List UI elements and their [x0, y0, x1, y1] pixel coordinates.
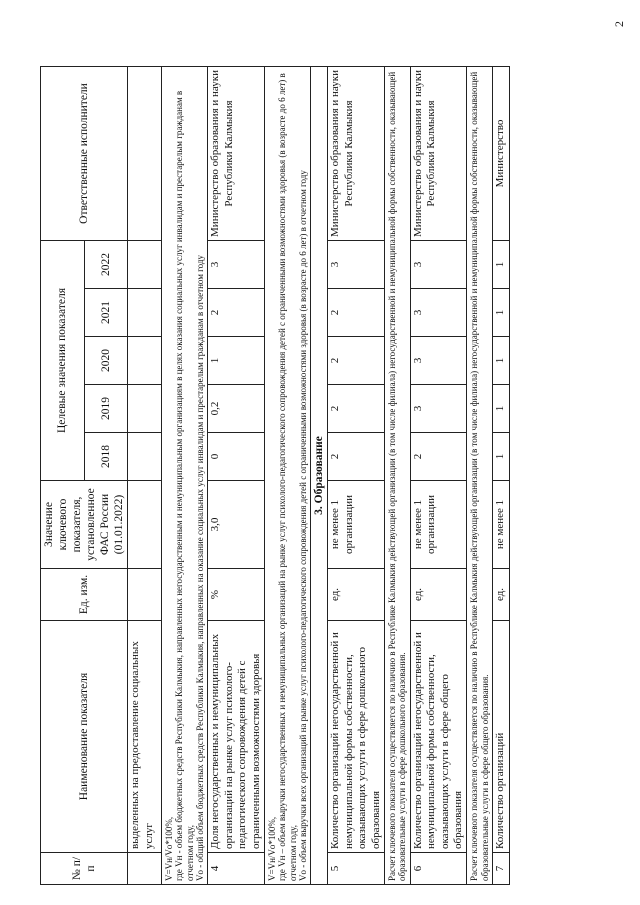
formula-note [162, 67, 208, 885]
indicator-name: Количество организаций [493, 621, 509, 853]
target-value: 1 [493, 241, 509, 289]
target-value: 1 [208, 337, 265, 385]
formula-note [265, 67, 311, 885]
target-value: 3 [208, 241, 265, 289]
formula-line: где Vн – объем выручки негосударственных и немуниципальных организаций на рынке услуг психолого-педагогического сопровождения детей с ограниченными возможностями здоровья (в возрасте до 6 лет) в отчетном году, [277, 73, 298, 881]
target-value: 2 [410, 433, 467, 481]
target-value: 3 [328, 241, 385, 289]
target-value: 2 [328, 337, 385, 385]
target-value: 2 [328, 289, 385, 337]
target-value: 3 [410, 337, 467, 385]
row-number: 6 [410, 853, 467, 885]
header-targets: Целевые значения показателя [41, 241, 85, 481]
indicator-name: Доля негосударственных и немуниципальных организаций на рынке услуг психолого-педагогического сопровождения детей с ограниченными возможностями здоровья [208, 621, 265, 853]
table-row [208, 67, 265, 885]
target-value: 1 [493, 289, 509, 337]
unit: % [208, 569, 265, 621]
header-name: Наименование показателя [41, 621, 128, 853]
row-number: 4 [208, 853, 265, 885]
header-year: 2022 [84, 241, 128, 289]
formula-note [467, 67, 493, 885]
formula-line: V=Vн/Vо*100%, [164, 816, 175, 881]
unit: ед. [410, 569, 467, 621]
table-row [410, 67, 467, 885]
target-value: 1 [493, 433, 509, 481]
target-value: 2 [208, 289, 265, 337]
calculation-note: Расчет ключевого показателя осуществляется по наличию в Республике Калмыкия действующей организации (в том числе филиала) негосударственной и немуниципальной формы собственности, оказывающей образовательные услуги в сфере общего образования. [467, 67, 493, 885]
header-responsible: Ответственные исполнители [41, 67, 128, 241]
key-value: 3,0 [208, 481, 265, 569]
target-value: 3 [410, 241, 467, 289]
header-year: 2019 [84, 385, 128, 433]
responsible: Министерство образования и науки Республики Калмыкия [208, 67, 265, 241]
header-num: № п/п [41, 853, 128, 885]
responsible: Министерство образования и науки Республики Калмыкия [328, 67, 385, 241]
row-number: 5 [328, 853, 385, 885]
responsible: Министерство [493, 67, 509, 241]
header-year: 2018 [84, 433, 128, 481]
formula-line: Vо - общий объем бюджетных средств Республики Калмыкия, направленных на оказание социальных услуг инвалидам и престарелым гражданам в отчетном году [195, 255, 206, 881]
unit: ед. [493, 569, 509, 621]
section-title: 3. Образование [311, 67, 328, 885]
section-row [311, 67, 328, 885]
header-year: 2020 [84, 337, 128, 385]
target-value: 1 [493, 385, 509, 433]
key-value: не менее 1 [493, 481, 509, 569]
target-value: 2 [328, 385, 385, 433]
page-number: 2 [612, 21, 626, 27]
calculation-note: Расчет ключевого показателя осуществляется по наличию в Республике Калмыкия действующей организации (в том числе филиала) негосударственной и немуниципальной формы собственности, оказывающей образовательные услуги в сфере дошкольного образования. [385, 67, 411, 885]
key-value: не менее 1 организации [328, 481, 385, 569]
indicator-name: Количество организаций негосударственной и немуниципальной формы собственности, оказывающих услуги в сфере дошкольного образования [328, 621, 385, 853]
table-row [128, 67, 162, 885]
indicator-name: выделенных на предоставление социальных услуг [128, 621, 162, 853]
responsible: Министерство образования и науки Республики Калмыкия [410, 67, 467, 241]
target-value: 3 [410, 385, 467, 433]
target-value: 0,2 [208, 385, 265, 433]
formula-note [385, 67, 411, 885]
target-value: 2 [328, 433, 385, 481]
key-value: не менее 1 организации [410, 481, 467, 569]
row-number: 7 [493, 853, 509, 885]
header-year: 2021 [84, 289, 128, 337]
unit: ед. [328, 569, 385, 621]
indicator-name: Количество организаций негосударственной и немуниципальной формы собственности, оказывающих услуги в сфере общего образования [410, 621, 467, 853]
header-row-1 [41, 67, 85, 885]
header-unit: Ед. изм. [41, 569, 128, 621]
target-value: 3 [410, 289, 467, 337]
formula-line: V=Vн/Vо*100%, [267, 816, 278, 881]
formula-line: Vо - объем выручки всех организаций на рынке услуг психолого-педагогического сопровождения детей с ограниченными возможностями здоровья (в возрасте до 6 лет) в отчетном году [298, 170, 309, 881]
formula-line: где Vн - объем бюджетных средств Республики Калмыкия, направленных негосударственным и немуниципальным организациям в целях оказания социальных услуг инвалидам и престарелым гражданам в отчетном году, [174, 90, 195, 881]
table-row [493, 67, 509, 885]
table-row [328, 67, 385, 885]
target-value: 0 [208, 433, 265, 481]
target-value: 1 [493, 337, 509, 385]
indicators-table [40, 66, 510, 885]
header-key-value: Значение ключевого показателя, установленное ФАС России (01.01.2022) [41, 481, 128, 569]
